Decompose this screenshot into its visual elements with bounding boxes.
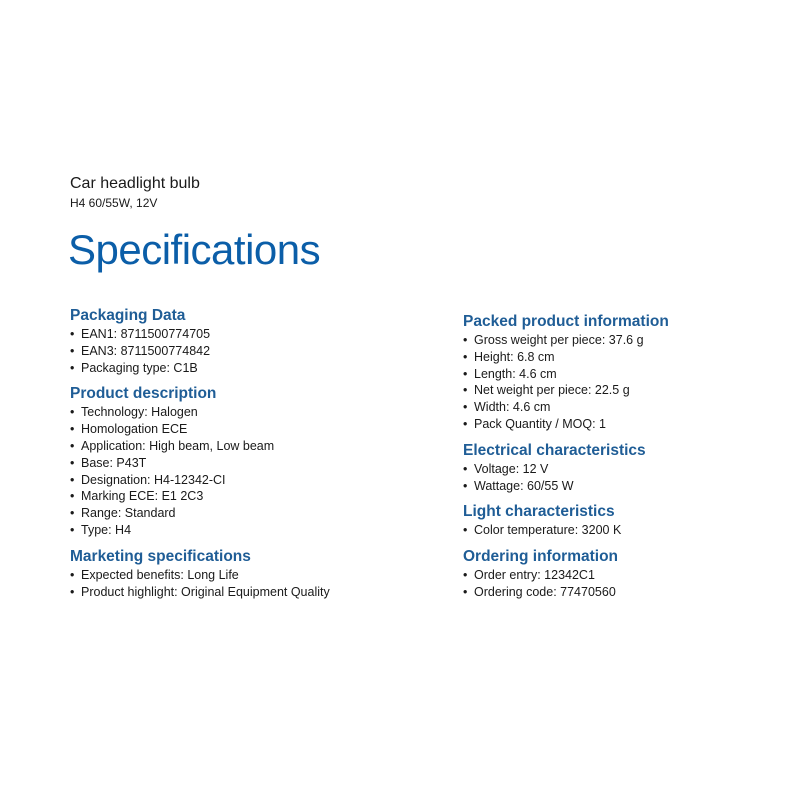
section-heading: Ordering information [463,548,618,566]
section-light-characteristics [463,502,783,539]
spec-list [70,567,390,601]
bullet-icon: • [463,568,468,583]
spec-item [70,488,390,505]
spec-item-text: Width: 4.6 cm [474,400,551,415]
section-heading: Marketing specifications [70,547,251,565]
spec-item [70,584,390,601]
bullet-icon: • [70,472,75,487]
spec-item-text: Length: 4.6 cm [474,366,557,381]
spec-item [463,399,783,416]
bullet-icon: • [463,333,468,347]
right-column [463,312,783,609]
bullet-icon: • [70,567,75,582]
bullet-icon: • [70,489,75,504]
bullet-icon: • [463,416,468,431]
spec-item [463,567,783,584]
bullet-icon: • [70,422,75,437]
spec-item-text: Ordering code: 77470560 [474,584,616,599]
bullet-icon: • [70,584,75,599]
spec-item [70,438,390,455]
spec-item [463,382,783,399]
spec-item-text: Range: Standard [81,506,176,521]
spec-item [463,349,783,366]
spec-item [70,326,390,343]
section-heading: Light characteristics [463,503,615,521]
spec-item [70,472,390,489]
spec-item-text: Gross weight per piece: 37.6 g [474,333,644,347]
spec-item-text: Expected benefits: Long Life [81,567,239,582]
bullet-icon: • [70,343,75,358]
spec-list [463,522,783,539]
spec-item [70,505,390,522]
section-ordering-information [463,547,783,601]
spec-item [70,567,390,584]
spec-list [463,332,783,433]
section-product-description [70,384,390,538]
spec-list [70,404,390,538]
spec-list [463,567,783,601]
spec-item [70,421,390,438]
bullet-icon: • [463,349,468,364]
spec-item [70,343,390,360]
section-heading: Packaging Data [70,307,186,324]
section-marketing-specifications [70,547,390,601]
spec-item-text: EAN3: 8711500774842 [81,343,211,358]
spec-item [70,522,390,539]
bullet-icon: • [70,360,75,375]
spec-item-text: Technology: Halogen [81,405,198,420]
section-heading: Packed product information [463,313,669,330]
bullet-icon: • [70,522,75,537]
spec-item-text: Type: H4 [81,522,132,537]
section-electrical-characteristics [463,441,783,495]
page-title: Specifications [68,226,321,273]
section-heading: Product description [70,385,217,403]
spec-item-text: Pack Quantity / MOQ: 1 [474,416,606,431]
bullet-icon: • [463,478,468,493]
bullet-icon: • [463,400,468,415]
spec-item-text: Homologation ECE [81,422,188,437]
spec-item-text: Designation: H4-12342-CI [81,472,226,487]
spec-item-text: Color temperature: 3200 K [474,523,622,538]
bullet-icon: • [70,405,75,420]
bullet-icon: • [70,506,75,521]
spec-item-text: Order entry: 12342C1 [474,568,595,583]
product-name: Car headlight bulb [70,175,200,192]
spec-list [463,461,783,495]
spec-item-text: Net weight per piece: 22.5 g [474,383,630,398]
spec-item-text: Packaging type: C1B [81,360,198,375]
spec-item-text: Voltage: 12 V [474,461,549,476]
spec-item [463,416,783,433]
bullet-icon: • [463,523,468,538]
bullet-icon: • [463,584,468,599]
product-variant: H4 60/55W, 12V [70,196,158,210]
spec-item-text: Base: P43T [81,455,147,470]
section-packaging-data [70,306,390,376]
bullet-icon: • [463,383,468,398]
bullet-icon: • [70,455,75,470]
spec-item-text: Application: High beam, Low beam [81,438,275,453]
spec-item-text: Product highlight: Original Equipment Quality [81,584,330,599]
section-packed-product-information [463,312,783,433]
spec-item [70,404,390,421]
spec-item [463,584,783,601]
spec-item-text: EAN1: 8711500774705 [81,327,211,341]
section-heading: Electrical characteristics [463,441,646,459]
bullet-icon: • [70,327,75,341]
spec-item-text: Height: 6.8 cm [474,349,555,364]
spec-item-text: Marking ECE: E1 2C3 [81,489,204,504]
spec-item [70,360,390,377]
spec-item [463,366,783,383]
spec-item [70,455,390,472]
spec-item [463,522,783,539]
spec-item [463,461,783,478]
spec-list [70,326,390,376]
spec-item [463,478,783,495]
spec-item-text: Wattage: 60/55 W [474,478,574,493]
left-column [70,306,390,608]
bullet-icon: • [463,461,468,476]
bullet-icon: • [463,366,468,381]
bullet-icon: • [70,438,75,453]
spec-item [463,332,783,349]
